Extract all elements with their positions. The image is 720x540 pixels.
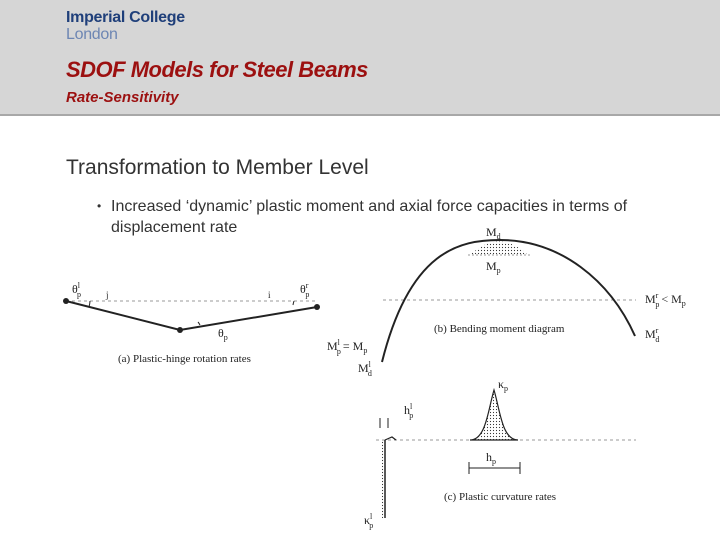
right-lower-label: $M^r$ d	[645, 326, 660, 344]
kappa-p-label: $\kappa_p$	[498, 377, 509, 393]
theta-mid-label: $\theta_p$	[218, 326, 228, 342]
md-label: $M_d$	[486, 225, 501, 241]
theta-left-label: $\theta^l$ p	[72, 281, 81, 299]
mp-label: $M_p$	[486, 259, 501, 275]
logo-line2: London	[66, 26, 118, 43]
slide-title: SDOF Models for Steel Beams	[66, 57, 368, 82]
tick-left-label: j	[106, 290, 109, 300]
deflected-beam-line	[66, 301, 317, 330]
mid-rotation-arc	[198, 322, 200, 325]
hp-label: $h_p$	[486, 450, 496, 466]
kappa-left-label: $\kappa^l$ p	[364, 512, 374, 530]
bending-caption: (b) Bending moment diagram	[434, 323, 565, 335]
left-lower-label: $M^l$ d	[358, 360, 372, 378]
logo-line1: Imperial College	[66, 9, 185, 26]
dynamic-moment-hatch	[470, 242, 528, 256]
rotation-diagram	[63, 281, 320, 365]
left-hinge-dot	[63, 298, 69, 304]
hp-left-label: $h^l$ p	[404, 402, 414, 420]
right-upper-label: $M^r$ $p < M_p$	[645, 291, 686, 309]
bending-moment-diagram	[327, 225, 686, 378]
tick-right-label: i	[268, 290, 271, 300]
moment-curve	[382, 240, 635, 362]
left-upper-label: $M^l$ $p = M_p$	[327, 338, 368, 356]
curvature-peak	[470, 390, 518, 440]
right-hinge-dot	[314, 304, 320, 310]
curvature-caption: (c) Plastic curvature rates	[444, 491, 557, 503]
mid-hinge-dot	[177, 327, 183, 333]
theta-right-label: $\theta^r$ p	[300, 281, 310, 299]
slide-subtitle: Rate-Sensitivity	[66, 89, 179, 106]
bullet-text: Increased ‘dynamic’ plastic moment and axial force capacities in terms of displacement rate	[111, 198, 628, 236]
section-title: Transformation to Member Level	[66, 156, 369, 179]
right-rotation-arc	[293, 301, 294, 305]
rotation-caption: (a) Plastic-hinge rotation rates	[118, 353, 251, 365]
bullet-dot-icon: •	[97, 199, 102, 213]
curvature-diagram	[364, 377, 636, 530]
